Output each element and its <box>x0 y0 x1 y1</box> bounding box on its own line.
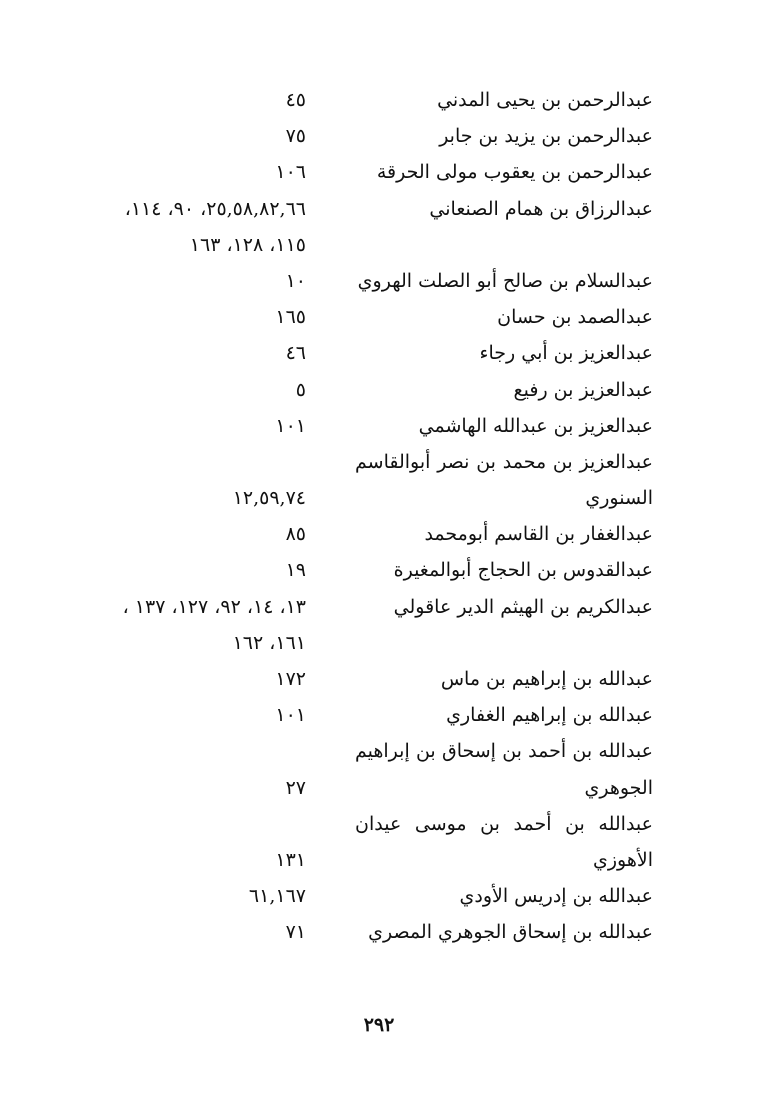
index-entry <box>0 770 758 806</box>
entry-page-refs: ٧١ <box>285 921 306 944</box>
entry-page-refs: ١٣١ <box>275 848 306 871</box>
entry-page-refs: ٧٥ <box>285 125 306 148</box>
entry-name: عبدالرحمن بن يحيى المدني <box>437 89 653 111</box>
entry-name: عبدالصمد بن حسان <box>497 306 653 329</box>
entry-page-refs: ١٠٦ <box>275 161 306 184</box>
entry-page-refs: ٢٥,٥٨,٨٢,٦٦، ٩٠، ١١٤، <box>124 197 306 220</box>
entry-page-refs: ١٢,٥٩,٧٤ <box>232 487 306 510</box>
entry-name: الجوهري <box>584 776 653 799</box>
index-entry <box>0 552 758 588</box>
index-entry <box>0 372 758 408</box>
index-entry <box>0 661 758 697</box>
entry-name: عبدالعزيز بن محمد بن نصر أبوالقاسم <box>355 450 653 473</box>
entry-name: عبدالرزاق بن همام الصنعاني <box>429 197 653 220</box>
entry-name: عبدالله بن إبراهيم الغفاري <box>446 704 653 727</box>
entry-page-refs: ١١٥، ١٢٨، ١٦٣ <box>189 233 306 256</box>
index-entry <box>0 191 758 227</box>
entry-page-refs: ١٠ <box>285 269 306 292</box>
entry-page-refs: ١٣، ١٤، ٩٢، ١٢٧، ١٣٧ ، <box>122 595 306 618</box>
entry-name: عبدالسلام بن صالح أبو الصلت الهروي <box>357 269 653 292</box>
index-entry <box>0 733 758 769</box>
entry-name: عبدالعزيز بن عبدالله الهاشمي <box>418 414 653 437</box>
index-entry <box>0 878 758 914</box>
entry-name: عبدالله بن أحمد بن موسى عيدان <box>355 812 653 835</box>
index-entry <box>0 444 758 480</box>
entry-page-refs: ١٧٢ <box>275 668 306 690</box>
entry-name: عبدالله بن إدريس الأودي <box>459 885 653 908</box>
entry-name: عبدالرحمن بن يعقوب مولى الحرقة <box>376 161 653 184</box>
index-entry <box>0 154 758 190</box>
index-entry <box>0 263 758 299</box>
index-entry <box>0 625 758 661</box>
entry-page-refs: ٤٦ <box>285 342 306 365</box>
index-entry <box>0 227 758 263</box>
entry-name: عبدالقدوس بن الحجاج أبوالمغيرة <box>393 559 653 582</box>
index-entry <box>0 516 758 552</box>
index-entry <box>0 408 758 444</box>
entry-name: الأهوزي <box>593 848 653 871</box>
index-entry <box>0 82 758 118</box>
index-entry <box>0 480 758 516</box>
index-entry <box>0 118 758 154</box>
entry-page-refs: ٨٥ <box>285 523 306 546</box>
index-entry <box>0 697 758 733</box>
entry-page-refs: ٢٧ <box>285 776 306 799</box>
entry-name: عبدالكريم بن الهيثم الدير عاقولي <box>393 595 653 618</box>
entry-page-refs: ١٩ <box>285 559 306 582</box>
index-entry <box>0 589 758 625</box>
entry-page-refs: ١٦١، ١٦٢ <box>232 631 306 654</box>
index-entry <box>0 914 758 950</box>
entry-page-refs: ١٦٥ <box>275 306 306 329</box>
entry-name: عبدالله بن إبراهيم بن ماس <box>440 668 653 690</box>
index-entry <box>0 806 758 842</box>
entry-page-refs: ١٠١ <box>275 704 306 727</box>
entry-name: عبدالله بن إسحاق الجوهري المصري <box>368 921 653 944</box>
entry-page-refs: ١٠١ <box>275 414 306 437</box>
name-index-list <box>0 82 758 951</box>
index-entry <box>0 842 758 878</box>
entry-page-refs: ٦١,١٦٧ <box>248 885 306 908</box>
index-entry <box>0 299 758 335</box>
index-entry <box>0 335 758 371</box>
entry-name: عبدالعزيز بن رفيع <box>513 378 653 401</box>
entry-name: عبدالله بن أحمد بن إسحاق بن إبراهيم <box>355 740 653 763</box>
entry-page-refs: ٥ <box>295 378 306 401</box>
entry-name: السنوري <box>585 487 653 510</box>
entry-name: عبدالعزيز بن أبي رجاء <box>479 342 653 365</box>
page-number: ٢٩٢ <box>363 1014 395 1036</box>
entry-name: عبدالرحمن بن يزيد بن جابر <box>439 125 653 148</box>
entry-page-refs: ٤٥ <box>285 89 306 111</box>
entry-name: عبدالغفار بن القاسم أبومحمد <box>424 523 653 546</box>
